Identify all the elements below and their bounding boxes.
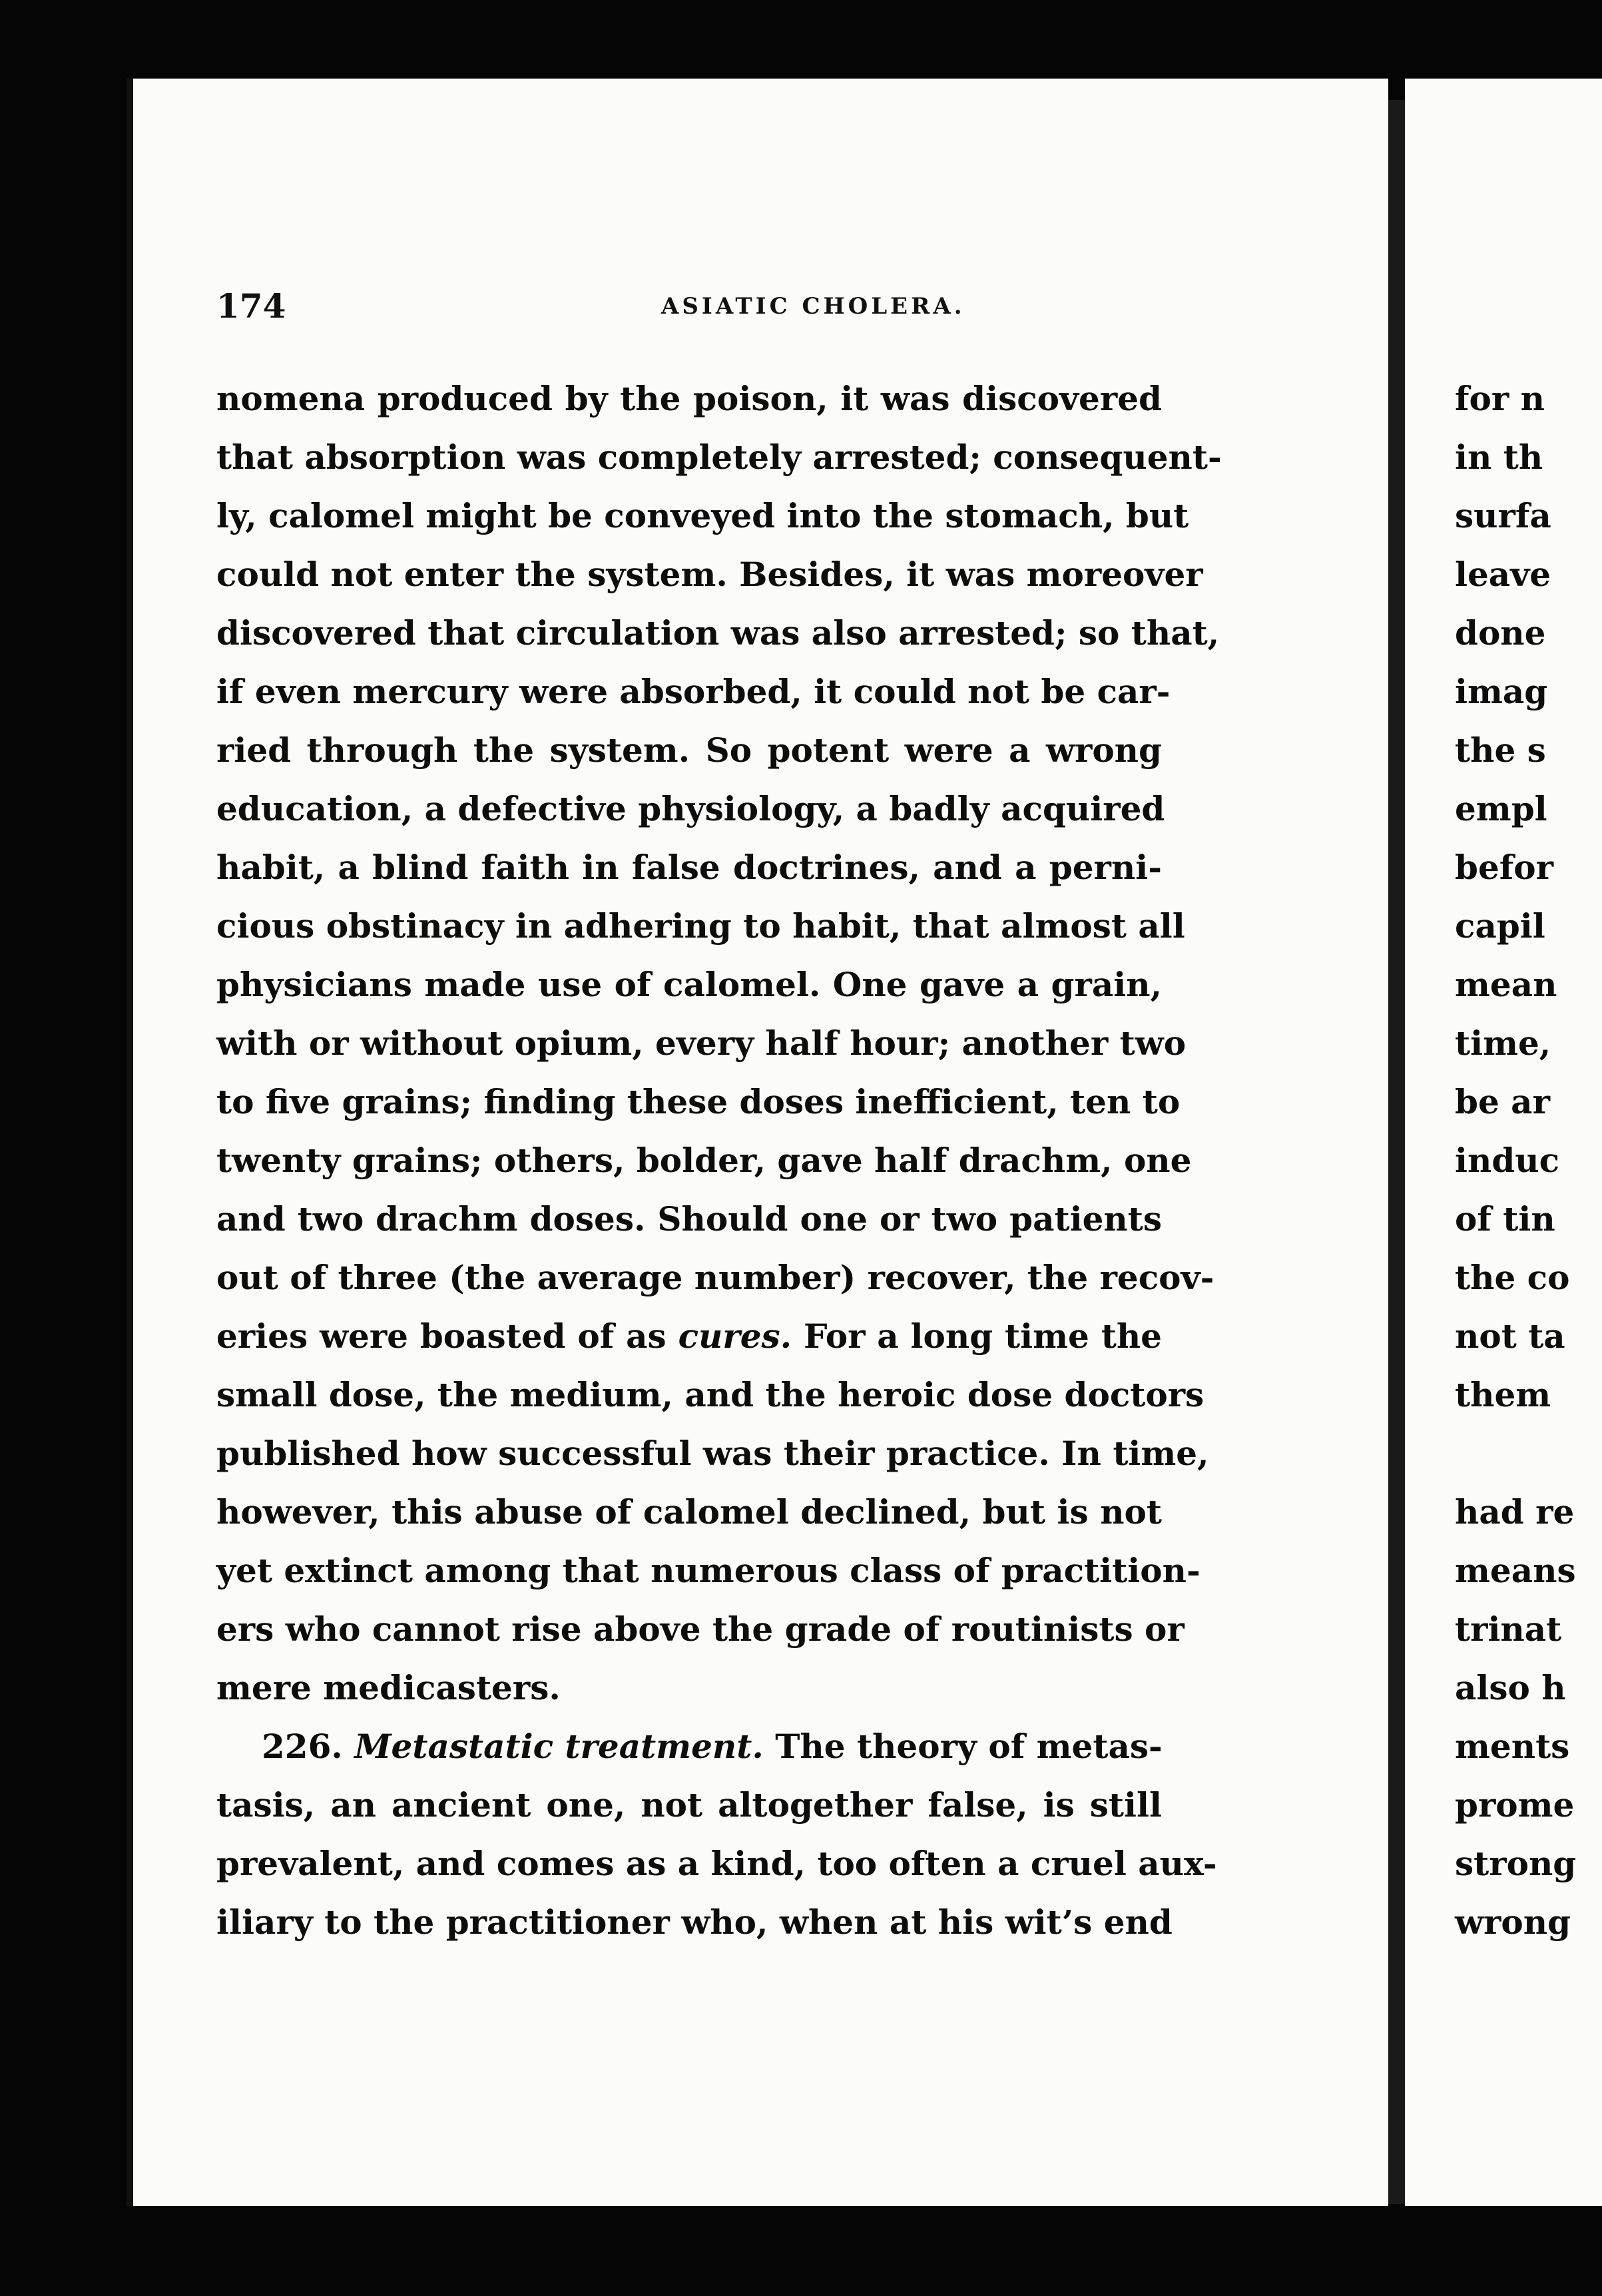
- text-line: yet extinct among that numerous class of practition-: [216, 1551, 1201, 1590]
- facing-line: empl: [1455, 789, 1547, 828]
- facing-page-text: [1455, 370, 1602, 1952]
- facing-line: the s: [1455, 730, 1546, 770]
- text-line: iliary to the practitioner who, when at his wit’s end: [216, 1902, 1173, 1942]
- text-line: small dose, the medium, and the heroic dose doctors: [216, 1375, 1204, 1414]
- facing-line: the co: [1455, 1258, 1570, 1297]
- facing-line: befor: [1455, 848, 1553, 887]
- paragraph-226-heading-line: [216, 1717, 1162, 1776]
- facing-line: of tin: [1455, 1199, 1555, 1239]
- text-line: with or without opium, every half hour; another two: [216, 1023, 1187, 1063]
- facing-line: not ta: [1455, 1316, 1565, 1356]
- page-header: [216, 286, 1162, 326]
- text-segment: The theory of metas-: [775, 1727, 1163, 1766]
- book-gutter: [1388, 100, 1405, 2204]
- facing-line: mean: [1455, 965, 1557, 1004]
- facing-line: ments: [1455, 1727, 1570, 1766]
- facing-line: capil: [1455, 906, 1545, 946]
- facing-line: wrong: [1455, 1902, 1571, 1942]
- text-line: that absorption was completely arrested; consequent-: [216, 437, 1222, 477]
- text-line: and two drachm doses. Should one or two patients: [216, 1199, 1162, 1239]
- text-line: nomena produced by the poison, it was discovered: [216, 379, 1162, 418]
- paragraph-heading: Metastatic treatment.: [354, 1727, 764, 1766]
- text-line: physicians made use of calomel. One gave a grain,: [216, 965, 1162, 1004]
- text-line: tasis, an ancient one, not altogether false, is still: [216, 1785, 1162, 1825]
- facing-line: be ar: [1455, 1082, 1550, 1121]
- running-head: ASIATIC CHOLERA.: [661, 293, 965, 320]
- facing-line: strong: [1455, 1844, 1577, 1883]
- facing-line: in th: [1455, 437, 1543, 477]
- facing-line: imag: [1455, 672, 1548, 711]
- page-number: 174: [216, 286, 286, 326]
- facing-line: induc: [1455, 1141, 1560, 1180]
- facing-line: done: [1455, 613, 1546, 653]
- text-line: ers who cannot rise above the grade of routinists or: [216, 1609, 1185, 1649]
- facing-line: also h: [1455, 1668, 1566, 1707]
- facing-gap: [1455, 1424, 1602, 1483]
- body-text: [216, 370, 1222, 1952]
- text-line: education, a defective physiology, a badly acquired: [216, 789, 1165, 828]
- text-line: ried through the system. So potent were a wrong: [216, 730, 1162, 770]
- facing-line: surfa: [1455, 496, 1551, 535]
- text-line-cures: [216, 1307, 1162, 1366]
- facing-line: for n: [1455, 379, 1545, 418]
- facing-line: means: [1455, 1551, 1576, 1590]
- text-line: twenty grains; others, bolder, gave half drachm, one: [216, 1141, 1192, 1180]
- emphasis-cures: cures.: [678, 1316, 792, 1356]
- text-line: cious obstinacy in adhering to habit, that almost all: [216, 906, 1185, 946]
- text-segment: For a long time the: [803, 1316, 1162, 1356]
- paragraph-number: 226.: [262, 1727, 343, 1766]
- text-line: however, this abuse of calomel declined, but is not: [216, 1492, 1162, 1532]
- text-line: mere medicasters.: [216, 1668, 561, 1707]
- facing-line: had re: [1455, 1492, 1575, 1532]
- text-line: discovered that circulation was also arrested; so that,: [216, 613, 1220, 653]
- facing-line: prome: [1455, 1785, 1575, 1825]
- text-line: to five grains; finding these doses inefficient, ten to: [216, 1082, 1181, 1121]
- facing-line: leave: [1455, 555, 1551, 594]
- text-segment: eries were boasted of as: [216, 1316, 667, 1356]
- text-line: could not enter the system. Besides, it was moreover: [216, 555, 1203, 594]
- text-line: habit, a blind faith in false doctrines, and a perni-: [216, 848, 1162, 887]
- facing-line: trinat: [1455, 1609, 1562, 1649]
- text-line: ly, calomel might be conveyed into the stomach, but: [216, 496, 1189, 535]
- text-line: published how successful was their practice. In time,: [216, 1434, 1209, 1473]
- facing-line: them: [1455, 1375, 1551, 1414]
- text-line: out of three (the average number) recover, the recov-: [216, 1258, 1214, 1297]
- facing-line: time,: [1455, 1023, 1551, 1063]
- text-line: prevalent, and comes as a kind, too often a cruel aux-: [216, 1844, 1217, 1883]
- text-line: if even mercury were absorbed, it could not be car-: [216, 672, 1171, 711]
